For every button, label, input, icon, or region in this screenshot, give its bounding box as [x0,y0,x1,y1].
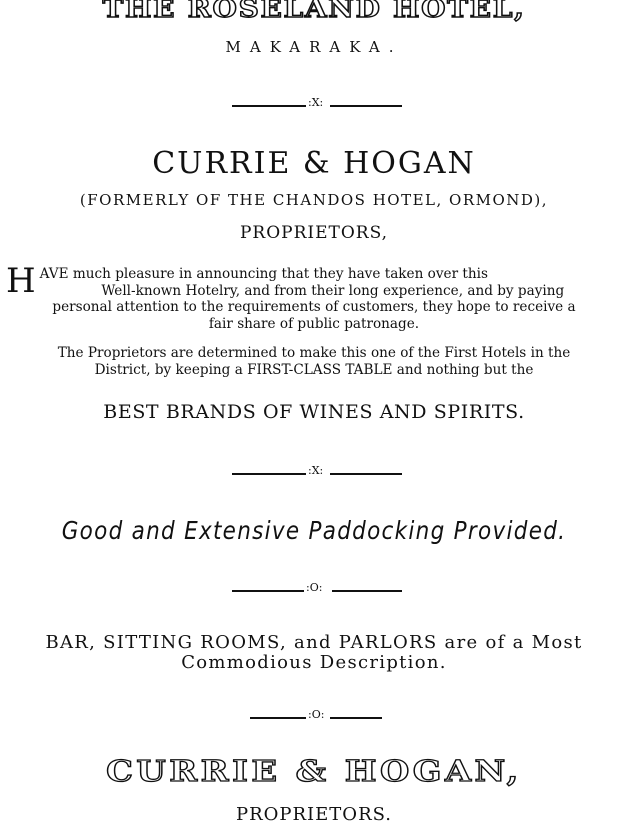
rooms-description-line: Commodious Description. [181,652,447,673]
separator-mark: :O: [308,708,325,721]
wines-and-spirits-line: BEST BRANDS OF WINES AND SPIRITS. [103,401,525,423]
separator-mark: :O: [306,581,323,594]
separator-rule [232,581,402,597]
hotel-name-heading: THE ROSELAND HOTEL, [102,0,526,23]
proprietors-names: CURRIE & HOGAN [152,146,476,181]
paddocking-line: Good and Extensive Paddocking Provided. [61,516,567,545]
paragraph-line: AVE much pleasure in announcing that they have taken over this [39,266,488,282]
paragraph-line: District, by keeping a FIRST-CLASS TABLE and nothing but the [94,361,534,378]
proprietors-label: PROPRIETORS, [239,223,389,243]
separator-mark: :X: [308,464,324,477]
paragraph-line: The Proprietors are determined to make this one of the First Hotels in the [57,345,571,361]
paragraph-line: fair share of public patronage. [208,315,420,332]
paragraph-line: personal attention to the requirements of customers, they hope to receive a [52,299,576,316]
paragraph-line: Well-known Hotelry, and from their long experience, and by paying [101,282,565,299]
formerly-note: (FORMERLY OF THE CHANDOS HOTEL, ORMOND), [79,191,549,209]
rooms-description-line: BAR, SITTING ROOMS, and PARLORS are of a Most [45,632,583,653]
town-name: MAKARAKA. [225,38,403,56]
drop-cap: H [6,261,36,301]
proprietors-paragraph [2,345,626,378]
separator-rule [250,708,382,724]
separator-rule [232,96,402,112]
separator-rule [232,464,402,480]
announcement-paragraph [2,261,626,332]
footer-proprietors-names: CURRIE & HOGAN, [106,754,522,788]
separator-mark: :X: [308,96,324,109]
footer-proprietors-label: PROPRIETORS. [235,804,393,825]
